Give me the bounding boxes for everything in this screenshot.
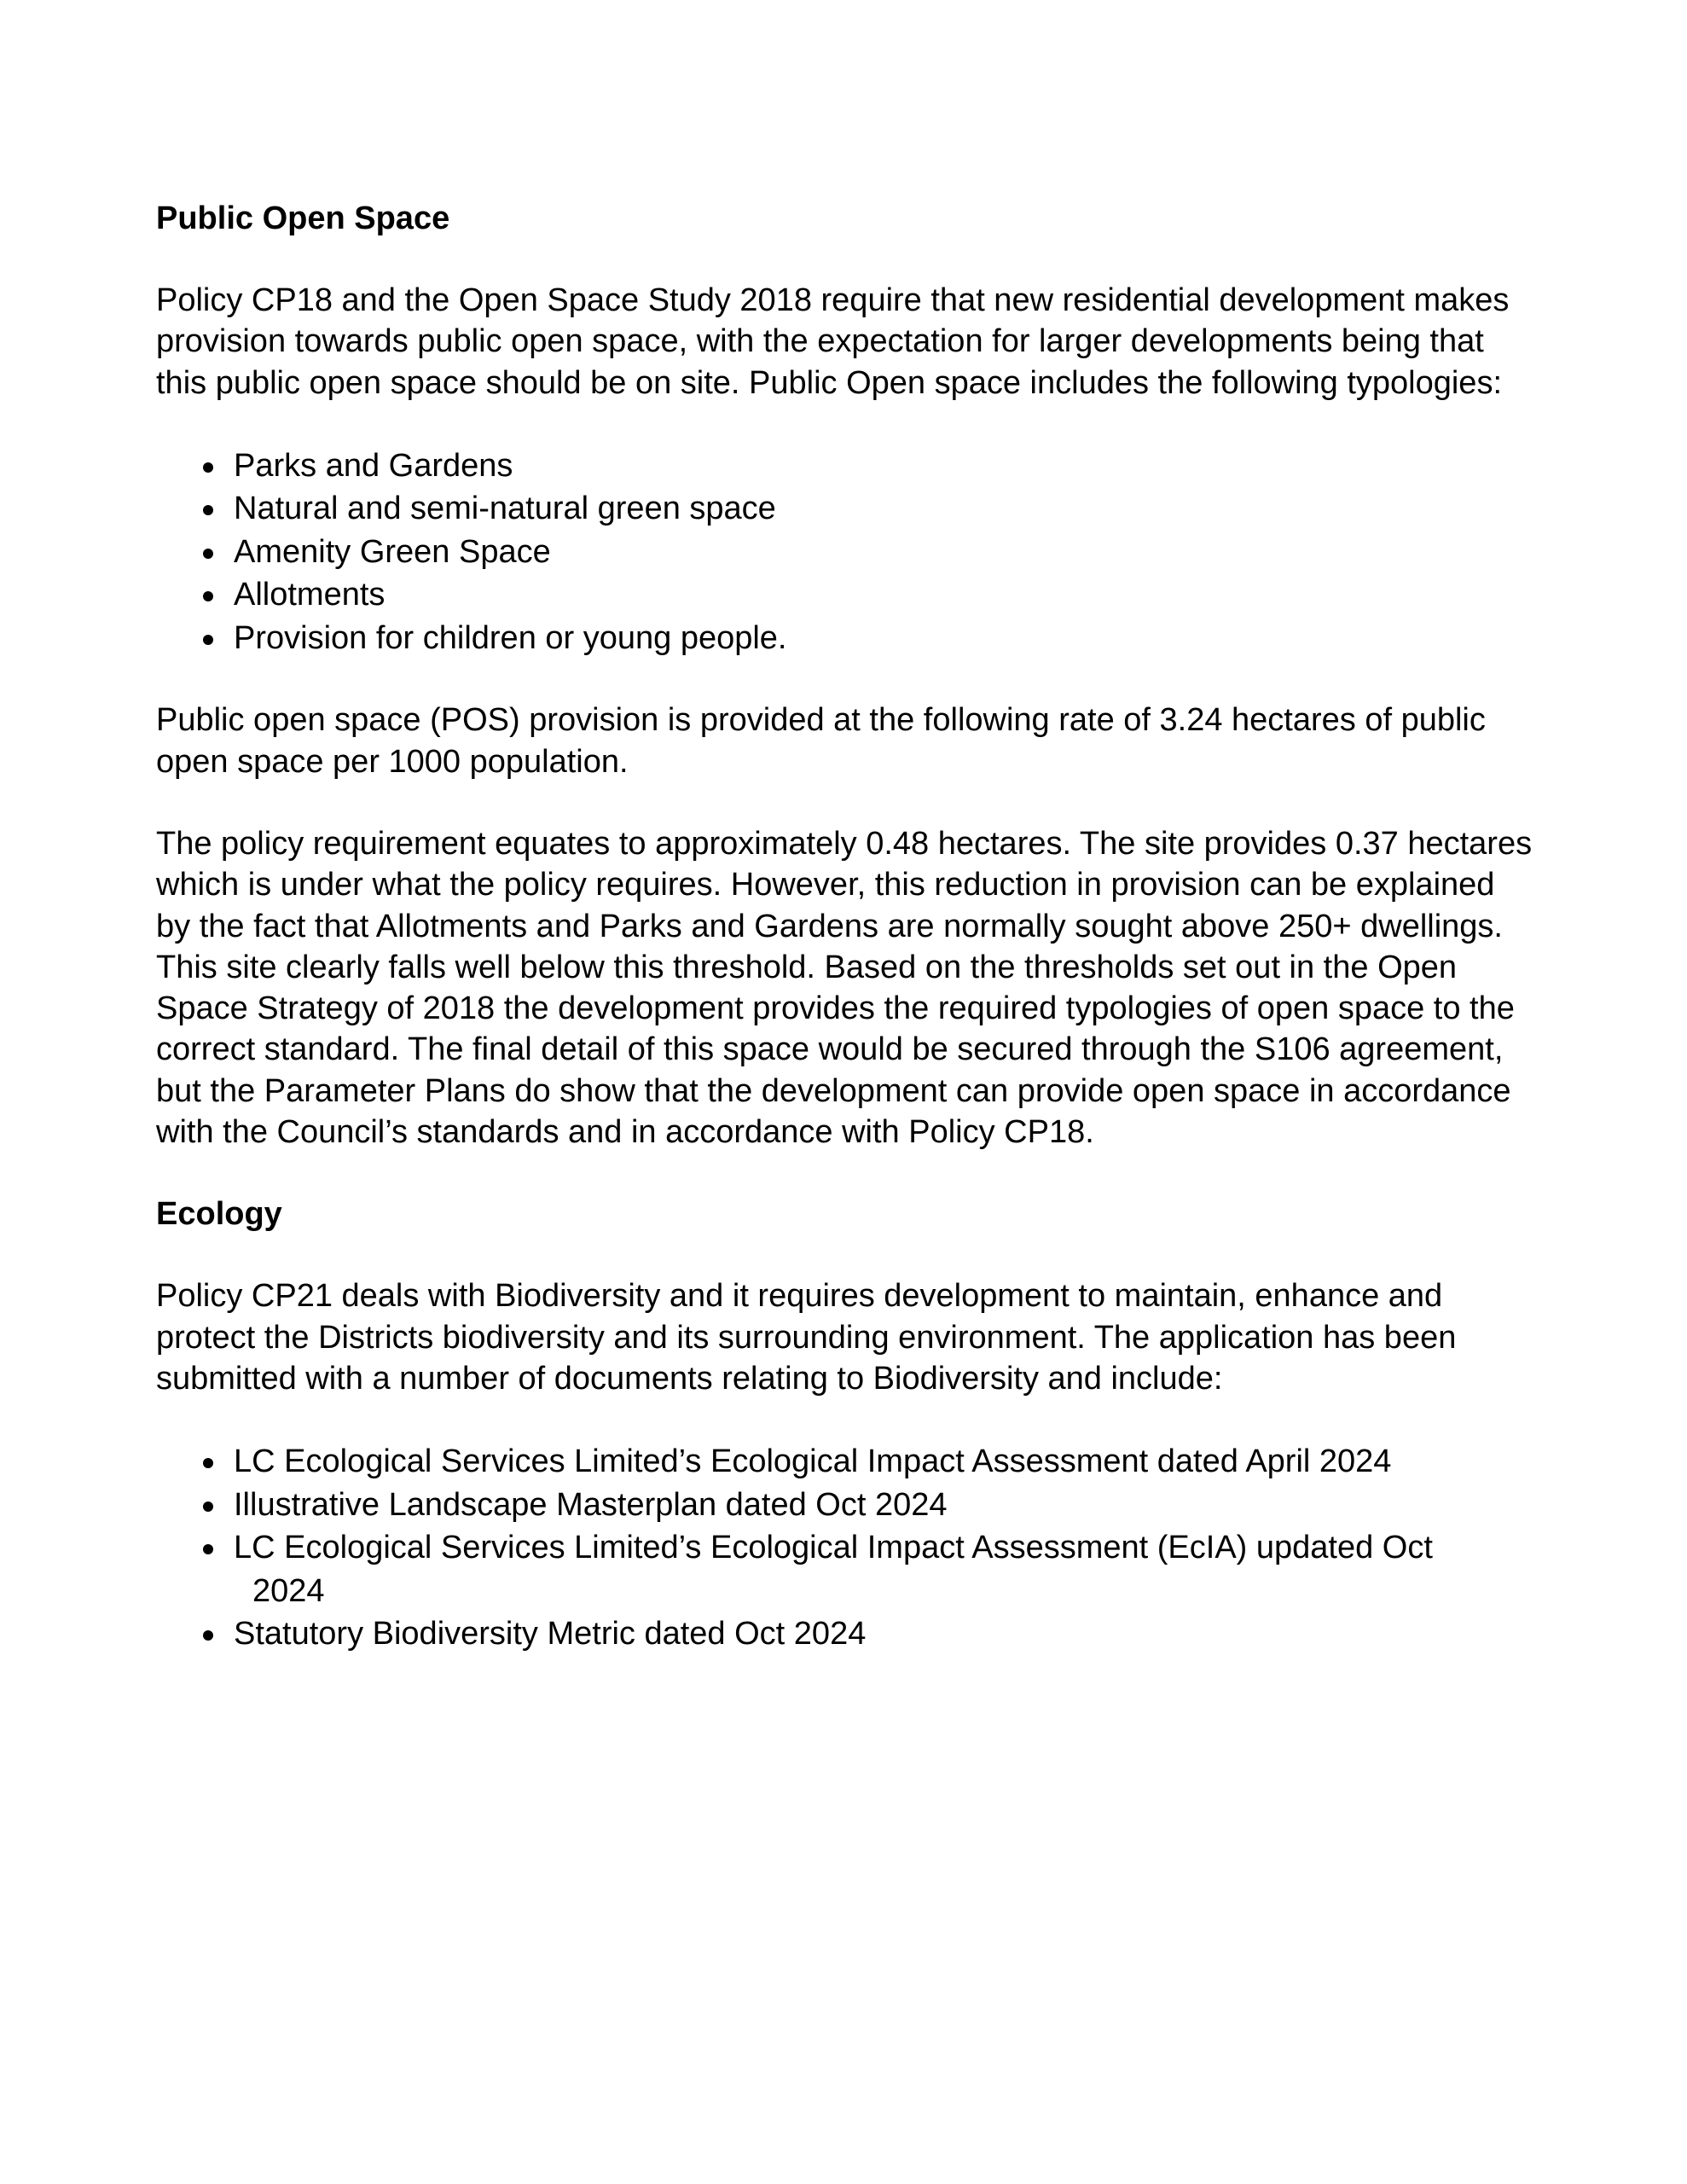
list-item-text: Natural and semi-natural green space: [234, 491, 776, 527]
paragraph-pos-requirement: The policy requirement equates to approximately 0.48 hectares. The site provides 0.37 hectares which is under what the policy requires. However, this reduction in provision can be explained by the fact that Allotments and Parks and Gardens are normally sought above 250+ dwellings. This site clearly falls well below this threshold. Based on the thresholds set out in the Open Space Strategy of 2018 the development provides the required typologies of open space to the correct standard. The final detail of this space would be secured through the S106 agreement, but the Parameter Plans do show that the development can provide open space in accordance with the Council’s standards and in accordance with Policy CP18.: [156, 825, 1533, 1151]
section-heading-ecology: Ecology: [156, 1196, 282, 1233]
bullet-icon: [203, 1502, 213, 1512]
bullet-icon: [203, 1630, 213, 1641]
paragraph-pos-intro: Policy CP18 and the Open Space Study 2018 require that new residential development makes provision towards public open space, with the expectation for larger developments being that this public open space should be on site. Public Open space includes the following typologies:: [156, 282, 1510, 401]
list-item: [156, 531, 1538, 574]
list-item-text: Statutory Biodiversity Metric dated Oct 2024: [234, 1616, 867, 1653]
section-heading-public-open-space: Public Open Space: [156, 200, 450, 236]
list-item-text: Allotments: [234, 577, 386, 613]
list-item: [156, 1612, 1538, 1656]
list-item: [156, 573, 1538, 617]
bullet-icon: [203, 591, 213, 601]
bullet-icon: [203, 549, 213, 559]
documents-list: [156, 1440, 1538, 1656]
typologies-list: [156, 444, 1538, 660]
list-item: [156, 1484, 1538, 1527]
list-item-text: LC Ecological Services Limited’s Ecological Impact Assessment (EcIA) updated Oct: [234, 1530, 1433, 1566]
bullet-icon: [203, 635, 213, 645]
bullet-icon: [203, 1544, 213, 1554]
paragraph-ecology-intro: Policy CP21 deals with Biodiversity and it requires development to maintain, enhance and protect the Districts biodiversity and its surrounding environment. The application has been submitted with a number of documents relating to Biodiversity and include:: [156, 1278, 1457, 1397]
list-item-text: LC Ecological Services Limited’s Ecological Impact Assessment dated April 2024: [234, 1443, 1392, 1480]
paragraph-pos-rate: Public open space (POS) provision is provided at the following rate of 3.24 hectares of public open space per 1000 population.: [156, 702, 1486, 780]
bullet-icon: [203, 505, 213, 515]
list-item-text: Illustrative Landscape Masterplan dated Oct 2024: [234, 1486, 948, 1523]
bullet-icon: [203, 1458, 213, 1468]
list-item-text: Provision for children or young people.: [234, 619, 787, 656]
list-item: [156, 1440, 1538, 1484]
list-item-text: Amenity Green Space: [234, 533, 551, 570]
bullet-icon: [203, 462, 213, 473]
list-item: [156, 444, 1538, 488]
document-page: [156, 198, 1538, 1656]
list-item: [156, 617, 1538, 660]
list-item: [156, 487, 1538, 531]
list-item: [156, 1526, 1538, 1612]
list-item-text: Parks and Gardens: [234, 447, 513, 484]
list-item-text-continuation: 2024: [252, 1572, 325, 1609]
